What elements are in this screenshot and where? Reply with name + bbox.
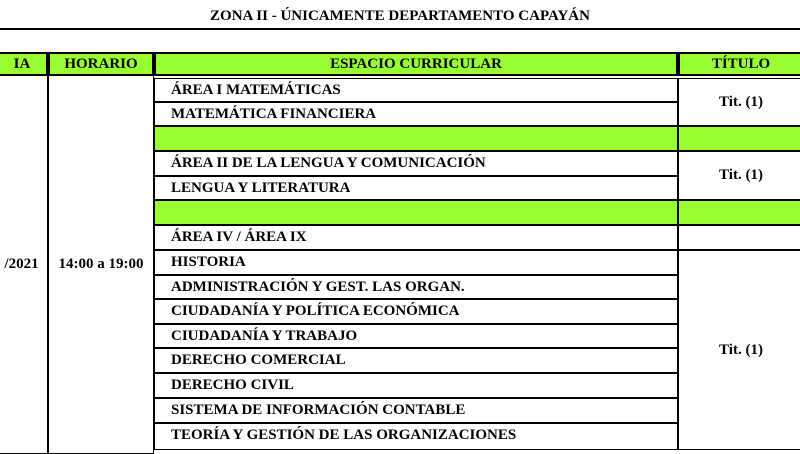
separator-row <box>154 200 678 225</box>
subject-row: SISTEMA DE INFORMACIÓN CONTABLE <box>154 398 678 423</box>
time-cell: 14:00 a 19:00 <box>48 76 154 454</box>
title-underline <box>0 28 800 30</box>
titulo-separator <box>678 200 800 225</box>
subject-row: DERECHO COMERCIAL <box>154 348 678 373</box>
subject-row: HISTORIA <box>154 250 678 275</box>
subject-row: DERECHO CIVIL <box>154 373 678 398</box>
date-cell: /2021 <box>0 76 48 454</box>
titulo-separator <box>678 126 800 151</box>
header-espacio-curricular: ESPACIO CURRICULAR <box>154 52 678 76</box>
separator-row <box>154 126 678 151</box>
subject-row: CIUDADANÍA Y TRABAJO <box>154 324 678 348</box>
subject-row: CIUDADANÍA Y POLÍTICA ECONÓMICA <box>154 299 678 324</box>
header-horario: HORARIO <box>48 52 154 76</box>
document-title: ZONA II - ÚNICAMENTE DEPARTAMENTO CAPAYÁN <box>210 8 590 24</box>
titulo-cell: Tit. (1) <box>678 250 800 450</box>
subject-row: ADMINISTRACIÓN Y GEST. LAS ORGAN. <box>154 275 678 299</box>
titulo-cell-empty <box>678 225 800 250</box>
subject-row: TEORÍA Y GESTIÓN DE LAS ORGANIZACIONES <box>154 423 678 450</box>
titulo-cell: Tit. (1) <box>678 151 800 200</box>
header-titulo: TÍTULO <box>678 52 800 76</box>
subject-row: ÁREA II DE LA LENGUA Y COMUNICACIÓN <box>154 151 678 176</box>
subject-row: MATEMÁTICA FINANCIERA <box>154 102 678 126</box>
titulo-cell: Tit. (1) <box>678 78 800 126</box>
subject-row: ÁREA I MATEMÁTICAS <box>154 78 678 102</box>
subject-row: ÁREA IV / ÁREA IX <box>154 225 678 250</box>
subject-row: LENGUA Y LITERATURA <box>154 176 678 200</box>
header-fecha: IA <box>0 52 48 76</box>
